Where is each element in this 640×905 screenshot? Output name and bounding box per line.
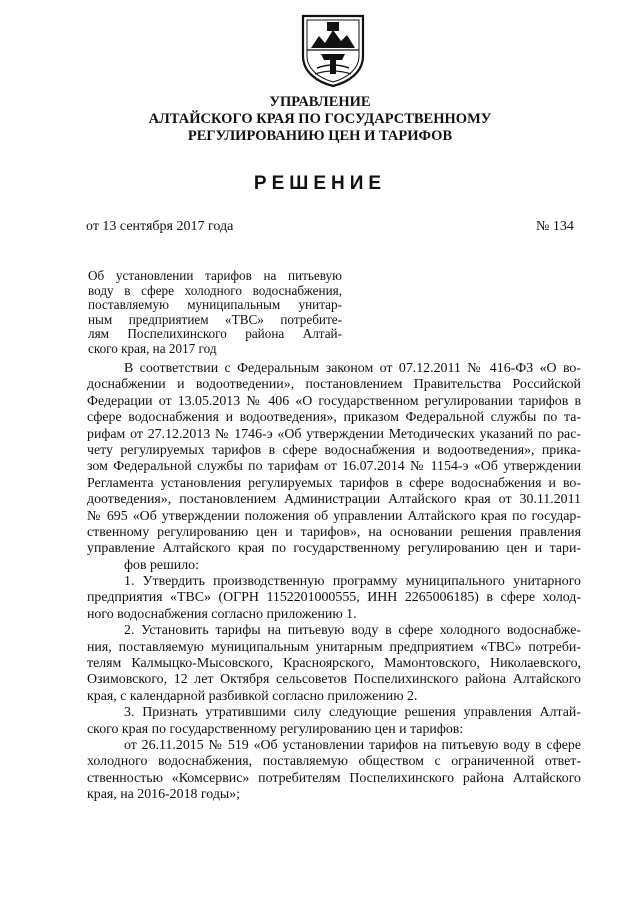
issuing-agency xyxy=(0,94,640,145)
body-line: ственному регулированию цен и тарифов», на основании решения правления xyxy=(87,524,581,540)
body-line: Федерации от 13.05.2013 № 406 «О государственном регулировании тарифов в xyxy=(87,393,581,409)
body-line: 3. Признать утратившими силу следующие решения управления Алтай- xyxy=(124,705,581,721)
body-line: ного водоснабжения согласно приложению 1. xyxy=(87,606,357,622)
agency-line: АЛТАЙСКОГО КРАЯ ПО ГОСУДАРСТВЕННОМУ xyxy=(148,111,492,127)
subject-line: Об установлении тарифов на питьевую xyxy=(88,268,342,283)
document-title: РЕШЕНИЕ xyxy=(253,173,387,194)
body-line: доотведения», постановлением Администрации Алтайского края от 30.11.2011 xyxy=(87,492,581,508)
body-line: зом Федеральной службы по тарифам от 16.07.2014 № 1154-э «Об утверждении xyxy=(87,459,581,475)
body-line: Регламента установления регулируемых тарифов в сфере водоснабжения и во- xyxy=(87,475,581,491)
body-line: сфере водоснабжения и водоотведения», приказом Федеральной службы по та- xyxy=(87,410,581,426)
body-line: рифам от 27.12.2013 № 1746-э «Об утверждении Методических указаний по рас- xyxy=(87,426,581,442)
body-line: ского края по государственному регулированию цен и тарифов: xyxy=(87,721,464,737)
subject-line: лям Поспелихинского района Алтай- xyxy=(88,326,342,341)
body-line: управление Алтайского края по государственному регулированию цен и тари- xyxy=(87,541,581,557)
subject-block xyxy=(88,269,342,356)
body-line: фов решило: xyxy=(124,557,199,573)
body-line: ственностью «Комсервис» потребителям Поспелихинского района Алтайского xyxy=(87,770,581,786)
body-line: 1. Утвердить производственную программу муниципального унитарного xyxy=(124,574,581,590)
subject-line: воду в сфере холодного водоснабжения, xyxy=(88,282,342,298)
decision-body xyxy=(87,361,581,804)
body-line: холодного водоснабжения, поставляемую обществом с ограниченной ответ- xyxy=(87,754,581,770)
body-line: от 26.11.2015 № 519 «Об установлении тарифов на питьевую воду в сфере xyxy=(124,737,581,753)
agency-line: УПРАВЛЕНИЕ xyxy=(269,94,371,110)
body-line: чету регулируемых тарифов в сфере водоснабжения и водоотведения», прика- xyxy=(87,442,581,458)
body-line: предприятия «ТВС» (ОГРН 1152201000555, ИНН 2265006185) в сфере холод- xyxy=(87,590,581,606)
document-date: от 13 сентября 2017 года xyxy=(86,219,234,234)
body-line: края, с календарной разбивкой согласно приложению 2. xyxy=(87,688,418,704)
subject-line: поставляемую муниципальным унитар- xyxy=(88,297,342,312)
subject-line: ным предприятием «ТВС» потребите- xyxy=(88,311,342,327)
document-number: № 134 xyxy=(536,219,574,234)
body-line: телям Калмыцко-Мысовского, Красноярского, Мамонтовского, Николаевского, xyxy=(87,656,581,672)
agency-line: РЕГУЛИРОВАНИЮ ЦЕН И ТАРИФОВ xyxy=(187,128,453,144)
body-line: края, на 2016-2018 годы»; xyxy=(87,787,241,803)
body-line: 2. Установить тарифы на питьевую воду в сфере холодного водоснабже- xyxy=(124,623,581,639)
body-line: В соответствии с Федеральным законом от 07.12.2011 № 416-ФЗ «О во- xyxy=(124,361,581,376)
subject-line: ского края, на 2017 год xyxy=(88,340,217,356)
body-line: доснабжении и водоотведении», постановлением Правительства Российской xyxy=(87,377,581,393)
body-line: ния, поставляемую муниципальным унитарным предприятием «ТВС» потреби- xyxy=(87,639,581,655)
body-line: Озимовского, 12 лет Октября сельсоветов Поспелихинского района Алтайского xyxy=(87,672,581,688)
altai-coat-of-arms-icon xyxy=(297,10,369,88)
body-line: № 695 «Об утверждении положения об управлении Алтайского края по государ- xyxy=(87,508,581,524)
